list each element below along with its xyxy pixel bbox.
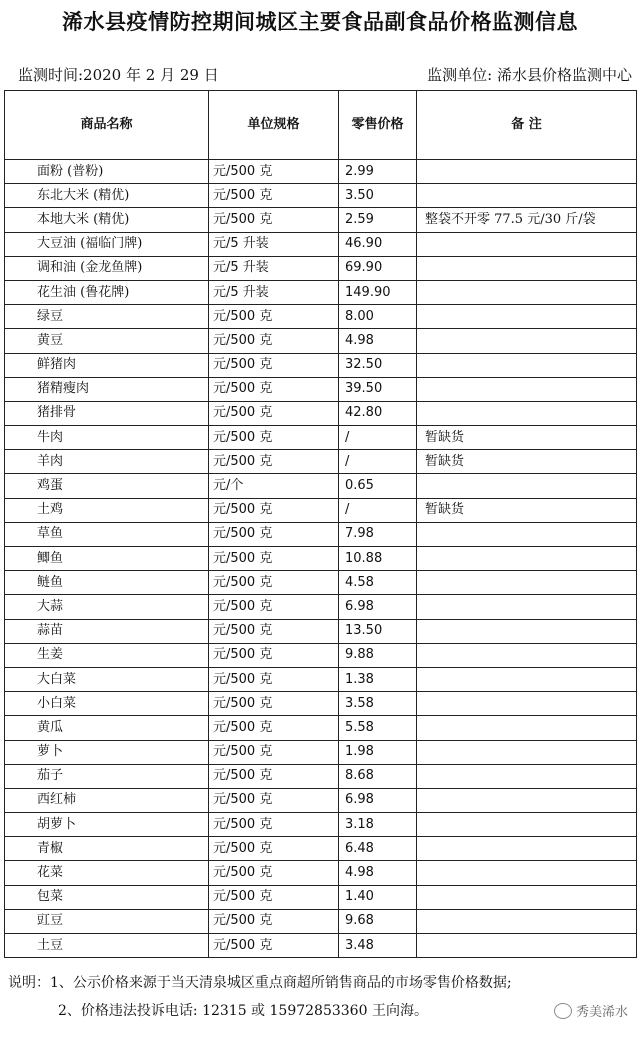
cell-name: 本地大米 (精优) — [5, 208, 209, 232]
watermark — [554, 1001, 628, 1020]
cell-unit: 元/500 克 — [209, 740, 339, 764]
cell-price: 9.88 — [339, 643, 417, 667]
table-body — [5, 160, 637, 958]
cell-unit: 元/5 升装 — [209, 280, 339, 304]
cell-name: 牛肉 — [5, 426, 209, 450]
cell-unit: 元/500 克 — [209, 667, 339, 691]
cell-price: 46.90 — [339, 232, 417, 256]
cell-price: 4.98 — [339, 329, 417, 353]
cell-unit: 元/500 克 — [209, 861, 339, 885]
wechat-icon — [554, 1003, 572, 1019]
cell-price: / — [339, 426, 417, 450]
cell-name: 蒜苗 — [5, 619, 209, 643]
cell-price: 3.58 — [339, 692, 417, 716]
cell-price: 7.98 — [339, 522, 417, 546]
cell-price: 2.59 — [339, 208, 417, 232]
cell-name: 鲫鱼 — [5, 547, 209, 571]
table-row — [5, 788, 637, 812]
cell-name: 花菜 — [5, 861, 209, 885]
cell-unit: 元/500 克 — [209, 909, 339, 933]
cell-name: 西红柿 — [5, 788, 209, 812]
table-row — [5, 571, 637, 595]
cell-note — [417, 764, 637, 788]
cell-name: 鲜猪肉 — [5, 353, 209, 377]
cell-note — [417, 619, 637, 643]
cell-unit: 元/500 克 — [209, 788, 339, 812]
cell-price: 1.38 — [339, 667, 417, 691]
cell-name: 生姜 — [5, 643, 209, 667]
cell-unit: 元/500 克 — [209, 450, 339, 474]
cell-price: 6.98 — [339, 595, 417, 619]
header-unit: 单位规格 — [209, 91, 339, 160]
cell-note — [417, 595, 637, 619]
cell-name: 羊肉 — [5, 450, 209, 474]
cell-unit: 元/500 克 — [209, 498, 339, 522]
cell-note — [417, 861, 637, 885]
cell-unit: 元/500 克 — [209, 208, 339, 232]
table-row — [5, 208, 637, 232]
cell-price: 32.50 — [339, 353, 417, 377]
cell-name: 黄豆 — [5, 329, 209, 353]
cell-note — [417, 474, 637, 498]
cell-unit: 元/500 克 — [209, 571, 339, 595]
cell-name: 土鸡 — [5, 498, 209, 522]
cell-price: 6.48 — [339, 837, 417, 861]
cell-price: 0.65 — [339, 474, 417, 498]
header-name: 商品名称 — [5, 91, 209, 160]
table-row — [5, 474, 637, 498]
table-row — [5, 934, 637, 958]
table-row — [5, 377, 637, 401]
footer-note-1: 说明：1、公示价格来源于当天清泉城区重点商超所销售商品的市场零售价格数据; — [8, 975, 512, 991]
cell-unit: 元/500 克 — [209, 837, 339, 861]
cell-name: 猪精瘦肉 — [5, 377, 209, 401]
cell-note — [417, 547, 637, 571]
cell-unit: 元/个 — [209, 474, 339, 498]
cell-name: 鲢鱼 — [5, 571, 209, 595]
monitor-unit: 监测单位: 浠水县价格监测中心 — [427, 66, 632, 84]
cell-note: 暂缺货 — [417, 426, 637, 450]
cell-name: 鸡蛋 — [5, 474, 209, 498]
table-row — [5, 184, 637, 208]
price-table — [4, 90, 637, 958]
table-row — [5, 885, 637, 909]
cell-note — [417, 716, 637, 740]
cell-price: 149.90 — [339, 280, 417, 304]
cell-unit: 元/500 克 — [209, 619, 339, 643]
table-row — [5, 256, 637, 280]
cell-note — [417, 377, 637, 401]
cell-note — [417, 813, 637, 837]
table-row — [5, 426, 637, 450]
cell-note — [417, 256, 637, 280]
cell-unit: 元/500 克 — [209, 716, 339, 740]
cell-name: 绿豆 — [5, 305, 209, 329]
table-row — [5, 329, 637, 353]
cell-note — [417, 885, 637, 909]
cell-name: 土豆 — [5, 934, 209, 958]
cell-price: 5.58 — [339, 716, 417, 740]
cell-name: 小白菜 — [5, 692, 209, 716]
cell-name: 草鱼 — [5, 522, 209, 546]
cell-note — [417, 232, 637, 256]
cell-price: 9.68 — [339, 909, 417, 933]
cell-unit: 元/5 升装 — [209, 256, 339, 280]
cell-price: 3.50 — [339, 184, 417, 208]
table-row — [5, 764, 637, 788]
cell-note — [417, 522, 637, 546]
cell-unit: 元/500 克 — [209, 643, 339, 667]
cell-price: 13.50 — [339, 619, 417, 643]
table-row — [5, 740, 637, 764]
cell-note — [417, 740, 637, 764]
cell-unit: 元/500 克 — [209, 353, 339, 377]
cell-note: 暂缺货 — [417, 450, 637, 474]
cell-name: 花生油 (鲁花牌) — [5, 280, 209, 304]
cell-unit: 元/500 克 — [209, 426, 339, 450]
cell-price: 69.90 — [339, 256, 417, 280]
cell-note: 整袋不开零 77.5 元/30 斤/袋 — [417, 208, 637, 232]
table-row — [5, 232, 637, 256]
cell-unit: 元/500 克 — [209, 934, 339, 958]
table-row — [5, 280, 637, 304]
cell-price: / — [339, 450, 417, 474]
cell-unit: 元/500 克 — [209, 329, 339, 353]
cell-price: 3.48 — [339, 934, 417, 958]
cell-note — [417, 909, 637, 933]
cell-note — [417, 329, 637, 353]
table-row — [5, 160, 637, 184]
cell-name: 包菜 — [5, 885, 209, 909]
cell-unit: 元/500 克 — [209, 522, 339, 546]
cell-unit: 元/500 克 — [209, 305, 339, 329]
table-row — [5, 401, 637, 425]
cell-unit: 元/5 升装 — [209, 232, 339, 256]
header-price: 零售价格 — [339, 91, 417, 160]
cell-unit: 元/500 克 — [209, 692, 339, 716]
cell-note — [417, 401, 637, 425]
cell-name: 茄子 — [5, 764, 209, 788]
table-row — [5, 305, 637, 329]
cell-price: 39.50 — [339, 377, 417, 401]
table-row — [5, 861, 637, 885]
cell-note — [417, 643, 637, 667]
page-title: 浠水县疫情防控期间城区主要食品副食品价格监测信息 — [62, 10, 578, 34]
monitor-time: 监测时间:2020 年 2 月 29 日 — [18, 66, 219, 84]
header-note: 备 注 — [417, 91, 637, 160]
cell-name: 萝卜 — [5, 740, 209, 764]
cell-unit: 元/500 克 — [209, 377, 339, 401]
cell-note — [417, 353, 637, 377]
watermark-text: 秀美浠水 — [575, 1005, 628, 1020]
cell-unit: 元/500 克 — [209, 160, 339, 184]
cell-name: 猪排骨 — [5, 401, 209, 425]
cell-price: / — [339, 498, 417, 522]
cell-note — [417, 305, 637, 329]
table-row — [5, 619, 637, 643]
cell-price: 42.80 — [339, 401, 417, 425]
cell-price: 8.00 — [339, 305, 417, 329]
table-row — [5, 716, 637, 740]
cell-note — [417, 160, 637, 184]
cell-unit: 元/500 克 — [209, 764, 339, 788]
table-row — [5, 450, 637, 474]
cell-note — [417, 280, 637, 304]
cell-note: 暂缺货 — [417, 498, 637, 522]
cell-name: 胡萝卜 — [5, 813, 209, 837]
cell-name: 东北大米 (精优) — [5, 184, 209, 208]
cell-unit: 元/500 克 — [209, 885, 339, 909]
cell-price: 1.40 — [339, 885, 417, 909]
cell-price: 2.99 — [339, 160, 417, 184]
cell-name: 豇豆 — [5, 909, 209, 933]
cell-note — [417, 837, 637, 861]
cell-note — [417, 571, 637, 595]
table-header-row — [5, 91, 637, 160]
cell-note — [417, 788, 637, 812]
cell-unit: 元/500 克 — [209, 595, 339, 619]
cell-unit: 元/500 克 — [209, 184, 339, 208]
cell-name: 大蒜 — [5, 595, 209, 619]
cell-note — [417, 692, 637, 716]
cell-price: 6.98 — [339, 788, 417, 812]
cell-unit: 元/500 克 — [209, 547, 339, 571]
cell-name: 大豆油 (福临门牌) — [5, 232, 209, 256]
cell-price: 1.98 — [339, 740, 417, 764]
cell-price: 4.58 — [339, 571, 417, 595]
cell-unit: 元/500 克 — [209, 813, 339, 837]
table-row — [5, 522, 637, 546]
table-row — [5, 667, 637, 691]
cell-note — [417, 934, 637, 958]
cell-note — [417, 667, 637, 691]
cell-price: 3.18 — [339, 813, 417, 837]
cell-price: 4.98 — [339, 861, 417, 885]
table-row — [5, 692, 637, 716]
table-row — [5, 909, 637, 933]
table-row — [5, 547, 637, 571]
cell-unit: 元/500 克 — [209, 401, 339, 425]
cell-note — [417, 184, 637, 208]
cell-name: 面粉 (普粉) — [5, 160, 209, 184]
table-row — [5, 353, 637, 377]
table-row — [5, 813, 637, 837]
cell-price: 10.88 — [339, 547, 417, 571]
cell-name: 大白菜 — [5, 667, 209, 691]
table-row — [5, 595, 637, 619]
cell-name: 青椒 — [5, 837, 209, 861]
cell-price: 8.68 — [339, 764, 417, 788]
table-row — [5, 498, 637, 522]
table-row — [5, 837, 637, 861]
footer-note-2: 2、价格违法投诉电话: 12315 或 15972853360 王向海。 — [58, 1003, 428, 1019]
table-row — [5, 643, 637, 667]
cell-name: 调和油 (金龙鱼牌) — [5, 256, 209, 280]
cell-name: 黄瓜 — [5, 716, 209, 740]
